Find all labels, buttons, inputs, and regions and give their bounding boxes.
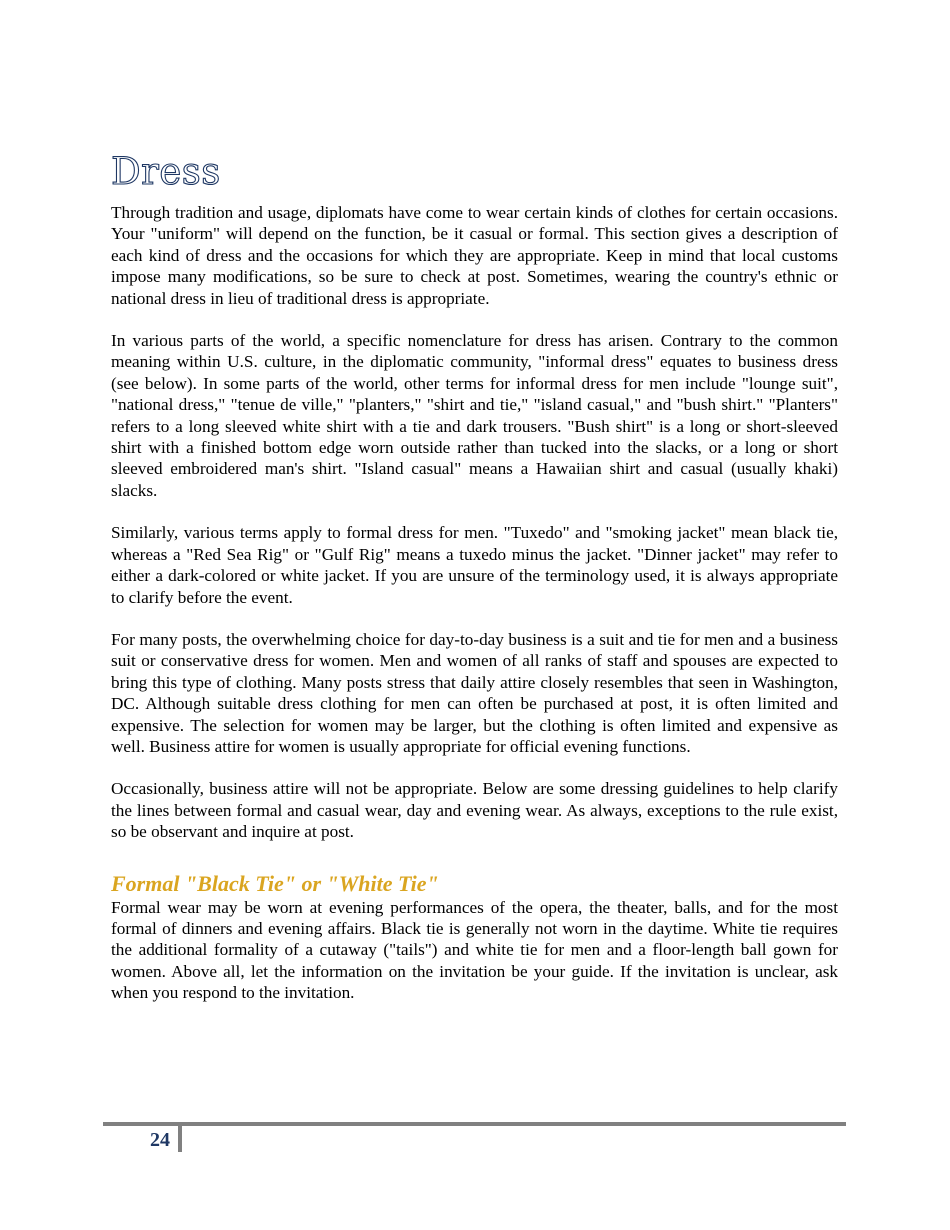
paragraph-uniform: Through tradition and usage, diplomats have come to wear certain kinds of clothes for certain occasions. Your "uniform" will depend on the function, be it casual or formal. This section gives a description of each kind of dress and the occasions for which they are appropriate. Keep in mind that local customs impose many modifications, so be sure to check at post. Sometimes, wearing the country's ethnic or national dress in lieu of traditional dress is appropriate.	[111, 203, 838, 308]
document-body	[111, 202, 838, 1025]
page-number: 24	[150, 1129, 170, 1151]
paragraph-business-attire: For many posts, the overwhelming choice for day-to-day business is a suit and tie for men and a business suit or conservative dress for women. Men and women of all ranks of staff and spouses are expected to bring this type of clothing. Many posts stress that daily attire closely resembles that seen in Washington, DC. Although suitable dress clothing for men can often be purchased at post, it is often limited and expensive. The selection for women may be larger, but the clothing is often limited and expensive as well. Business attire for women is usually appropriate for official evening functions.	[111, 629, 838, 756]
paragraph-formal-terms: Similarly, various terms apply to formal dress for men. "Tuxedo" and "smoking jacket" mean black tie, whereas a "Red Sea Rig" or "Gulf Rig" means a tuxedo minus the jacket. "Dinner jacket" may refer to either a dark-colored or white jacket. If you are unsure of the terminology used, it is always appropriate to clarify before the event.	[111, 523, 838, 607]
paragraph-nomenclature: In various parts of the world, a specific nomenclature for dress has arisen. Contrary to the common meaning within U.S. culture, in the diplomatic community, "informal dress" equates to business dress (see below). In some parts of the world, other terms for informal dress for men include "lounge suit", "national dress," "tenue de ville," "planters," "shirt and tie," "island casual," and "bush shirt." "Planters" refers to a long sleeved white shirt with a tie and dark trousers. "Bush shirt" is a long or short-sleeved shirt with a finished bottom edge worn outside rather than tucked into the slacks, or a long or short sleeved embroidered man's shirt. "Island casual" means a Hawaiian shirt and casual (usually khaki) slacks.	[111, 331, 838, 500]
page-title: Dress	[111, 150, 221, 193]
footer-rule	[103, 1122, 846, 1126]
section-heading-formal: Formal "Black Tie" or "White Tie"	[111, 870, 439, 896]
page-number-divider	[178, 1126, 182, 1152]
paragraph-formal-wear: Formal wear may be worn at evening performances of the opera, the theater, balls, and for the most formal of dinners and evening affairs. Black tie is generally not worn in the daytime. White tie requires the additional formality of a cutaway ("tails") and white tie for men and a floor-length ball gown for women. Above all, let the information on the invitation be your guide. If the invitation is unclear, ask when you respond to the invitation.	[111, 897, 838, 1003]
paragraph-guidelines: Occasionally, business attire will not be appropriate. Below are some dressing guidelines to help clarify the lines between formal and casual wear, day and evening wear. As always, exceptions to the rule exist, so be observant and inquire at post.	[111, 779, 838, 842]
